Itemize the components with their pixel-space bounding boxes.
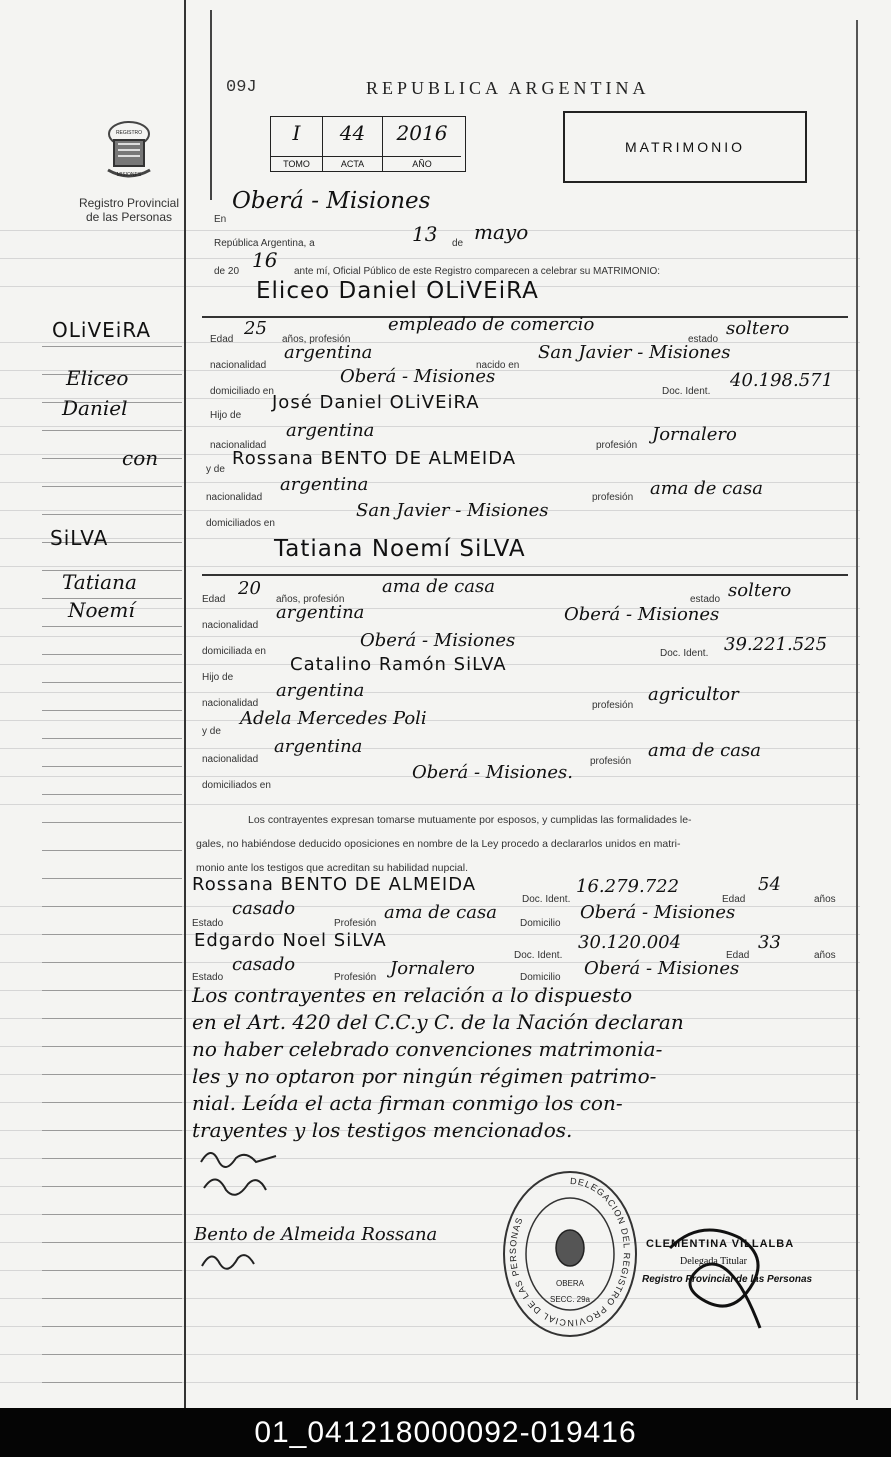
- header-rule: [210, 10, 212, 200]
- bride-domicile: Oberá - Misiones: [360, 630, 516, 651]
- witness1-doc: 16.279.722: [576, 876, 680, 897]
- emblem-text-top: REGISTRO: [115, 130, 143, 136]
- groom-parents-domicile: San Javier - Misiones: [356, 500, 549, 521]
- anio-value: 2016: [396, 121, 448, 145]
- witness2-edad-label: Edad: [726, 950, 750, 961]
- groom-signature: [196, 1140, 286, 1210]
- bride-mother-profession: ama de casa: [648, 740, 761, 761]
- bride-doc: 39.221.525: [724, 634, 828, 655]
- bride-doc-label: Doc. Ident.: [660, 648, 709, 659]
- registration-box: [270, 116, 466, 172]
- bride-nationality: argentina: [276, 602, 365, 623]
- tomo-cell: [271, 117, 323, 171]
- anio-cell: [383, 117, 461, 171]
- page-number: 09J: [226, 78, 257, 97]
- bride-father: Catalino Ramón SiLVA: [290, 654, 507, 675]
- groom-mother-label: y de: [206, 464, 225, 475]
- note-line-5: nial. Leída el acta firman conmigo los con-: [192, 1091, 623, 1115]
- groom-birthplace: San Javier - Misiones: [538, 342, 731, 363]
- stamp-center-top: OBERA: [555, 1279, 585, 1288]
- bride-parents-domicile: Oberá - Misiones.: [412, 762, 574, 783]
- witness-signature: Bento de Almeida Rossana: [194, 1224, 438, 1245]
- witness2-domicile: Oberá - Misiones: [584, 958, 740, 979]
- bride-hijo-label: Hijo de: [202, 672, 234, 683]
- note-line-4: les y no optaron por ningún régimen patrimo-: [192, 1064, 657, 1088]
- coat-of-arms-icon: [100, 114, 158, 182]
- bride-father-profession: agricultor: [648, 684, 739, 705]
- groom-status: soltero: [726, 318, 790, 339]
- groom-profession: empleado de comercio: [388, 314, 595, 335]
- groom-full-name: Eliceo Daniel OLiVEiRA: [256, 278, 539, 304]
- bride-mother-label: y de: [202, 726, 221, 737]
- marginal-notes: [192, 982, 684, 1144]
- official-title: Delegada Titular: [680, 1256, 747, 1267]
- registry-name: [64, 196, 194, 224]
- act-type-box: MATRIMONIO: [563, 111, 807, 183]
- groom-nacido-label: nacido en: [476, 360, 520, 371]
- bride-father-nat-label: nacionalidad: [202, 698, 259, 709]
- groom-mother-nat-label: nacionalidad: [206, 492, 263, 503]
- groom-father-nat-label: nacionalidad: [210, 440, 267, 451]
- declaration-line-2: gales, no habiéndose deducido oposiciones en nombre de la Ley procedo a declararlos unidos en matri-: [196, 838, 681, 850]
- bride-estado-label: estado: [690, 594, 721, 605]
- note-line-2: en el Art. 420 del C.C.y C. de la Nación declaran: [192, 1010, 684, 1034]
- intro-tail: ante mí, Oficial Público de este Registro comparecen a celebrar su MATRIMONIO:: [294, 266, 661, 277]
- groom-mother-profession: ama de casa: [650, 478, 763, 499]
- bride-mother-nationality: argentina: [274, 736, 363, 757]
- witness1-name: Rossana BENTO DE ALMEIDA: [192, 874, 477, 895]
- groom-nationality: argentina: [284, 342, 373, 363]
- groom-age: 25: [244, 318, 267, 339]
- bride-mother-prof-label: profesión: [590, 756, 632, 767]
- witness2-doc-label: Doc. Ident.: [514, 950, 563, 961]
- margin-con: con: [122, 446, 159, 470]
- groom-father-prof-label: profesión: [596, 440, 638, 451]
- anio-label: AÑO: [383, 156, 461, 171]
- witness1-age: 54: [758, 874, 781, 895]
- note-line-6: trayentes y los testigos mencionados.: [192, 1118, 573, 1142]
- year-prefix: de 20: [214, 266, 240, 277]
- witness2-profession: Jornalero: [390, 958, 475, 979]
- note-line-3: no haber celebrado convenciones matrimonia-: [192, 1037, 663, 1061]
- margin-bride-surname: SiLVA: [50, 526, 109, 550]
- bride-signature: [198, 1246, 258, 1276]
- republica-label: República Argentina, a: [214, 238, 315, 249]
- en-label: En: [214, 214, 227, 225]
- bride-full-name: Tatiana Noemí SiLVA: [274, 536, 526, 562]
- bride-father-prof-label: profesión: [592, 700, 634, 711]
- margin-bride-given-2: Noemí: [68, 598, 135, 622]
- margin-groom-given-2: Daniel: [62, 396, 128, 420]
- acta-cell: [323, 117, 383, 171]
- witness2-age: 33: [758, 932, 781, 953]
- official-name: CLEMENTINA VILLALBA: [646, 1238, 795, 1250]
- stamp-ring-text: DELEGACION DEL REGISTRO PROVINCIAL DE LAS PERSONAS: [507, 1175, 633, 1329]
- official-registry: Registro Provincial de las Personas: [642, 1274, 813, 1285]
- witness2-status: casado: [232, 954, 296, 975]
- groom-hijo-label: Hijo de: [210, 410, 242, 421]
- document-title: REPUBLICA ARGENTINA: [366, 78, 650, 98]
- stamp-emblem-icon: [556, 1230, 584, 1266]
- registry-name-line1: Registro Provincial: [78, 196, 180, 210]
- groom-domicile: Oberá - Misiones: [340, 366, 496, 387]
- witness1-profession: ama de casa: [384, 902, 497, 923]
- bride-edad-label: Edad: [202, 594, 226, 605]
- day-value: 13: [412, 222, 438, 246]
- bride-domiciliada-label: domiciliada en: [202, 646, 266, 657]
- note-line-1: Los contrayentes en relación a lo dispuesto: [192, 983, 633, 1007]
- witness1-domicilio-label: Domicilio: [520, 918, 561, 929]
- witness2-estado-label: Estado: [192, 972, 224, 983]
- de-label: de: [452, 238, 464, 249]
- bride-parents-dom-label: domiciliados en: [202, 780, 271, 791]
- scan-code-footer: 01_041218000092-019416: [0, 1408, 891, 1457]
- declaration-line-1: Los contrayentes expresan tomarse mutuamente por esposos, y cumplidas las formalidades le-: [248, 814, 692, 826]
- groom-mother-nationality: argentina: [280, 474, 369, 495]
- groom-doc-label: Doc. Ident.: [662, 386, 711, 397]
- margin-groom-given-1: Eliceo: [66, 366, 129, 390]
- groom-parents-dom-label: domiciliados en: [206, 518, 275, 529]
- bride-profession: ama de casa: [382, 576, 495, 597]
- groom-doc: 40.198.571: [730, 370, 834, 391]
- witness2-anios-label: años: [814, 950, 836, 961]
- witness1-anios-label: años: [814, 894, 836, 905]
- witness1-domicile: Oberá - Misiones: [580, 902, 736, 923]
- witness1-estado-label: Estado: [192, 918, 224, 929]
- declaration-line-3: monio ante los testigos que acreditan su habilidad nupcial.: [196, 862, 469, 874]
- groom-father-nationality: argentina: [286, 420, 375, 441]
- bride-mother: Adela Mercedes Poli: [240, 708, 427, 729]
- emblem-text-bottom: MISIONES: [116, 172, 142, 178]
- bride-father-nationality: argentina: [276, 680, 365, 701]
- groom-estado-label: estado: [688, 334, 719, 345]
- bride-profesion-label: años, profesión: [276, 594, 345, 605]
- tomo-label: TOMO: [271, 156, 322, 171]
- witness2-profesion-label: Profesión: [334, 972, 377, 983]
- witness1-doc-label: Doc. Ident.: [522, 894, 571, 905]
- groom-profesion-label: años, profesión: [282, 334, 351, 345]
- bride-status: soltero: [728, 580, 792, 601]
- acta-value: 44: [339, 121, 366, 145]
- margin-groom-surname: OLiVEiRA: [52, 318, 152, 342]
- bride-birthplace: Oberá - Misiones: [564, 604, 720, 625]
- groom-nacionalidad-label: nacionalidad: [210, 360, 267, 371]
- bride-nacionalidad-label: nacionalidad: [202, 620, 259, 631]
- bride-divider: [202, 574, 848, 576]
- bride-age: 20: [238, 578, 261, 599]
- groom-mother: Rossana BENTO DE ALMEIDA: [232, 448, 517, 469]
- groom-mother-prof-label: profesión: [592, 492, 634, 503]
- month-value: mayo: [474, 220, 529, 244]
- groom-father: José Daniel OLiVEiRA: [272, 392, 480, 413]
- witness1-status: casado: [232, 898, 296, 919]
- place-value: Oberá - Misiones: [232, 188, 431, 214]
- groom-father-profession: Jornalero: [652, 424, 737, 445]
- bride-mother-nat-label: nacionalidad: [202, 754, 259, 765]
- groom-domiciliado-label: domiciliado en: [210, 386, 274, 397]
- year-suffix: 16: [252, 248, 278, 272]
- page-edge: [856, 20, 858, 1400]
- tomo-value: I: [292, 121, 301, 145]
- witness2-name: Edgardo Noel SiLVA: [194, 930, 387, 951]
- witness1-profesion-label: Profesión: [334, 918, 377, 929]
- groom-edad-label: Edad: [210, 334, 234, 345]
- stamp-center-bottom: SECC. 29a: [549, 1295, 591, 1304]
- acta-label: ACTA: [323, 156, 382, 171]
- margin-bride-given-1: Tatiana: [62, 570, 137, 594]
- declaration-text: [196, 808, 842, 880]
- witness2-doc: 30.120.004: [578, 932, 682, 953]
- witness1-edad-label: Edad: [722, 894, 746, 905]
- registry-name-line2: de las Personas: [85, 210, 173, 224]
- witness2-domicilio-label: Domicilio: [520, 972, 561, 983]
- registry-stamp: [500, 1168, 640, 1340]
